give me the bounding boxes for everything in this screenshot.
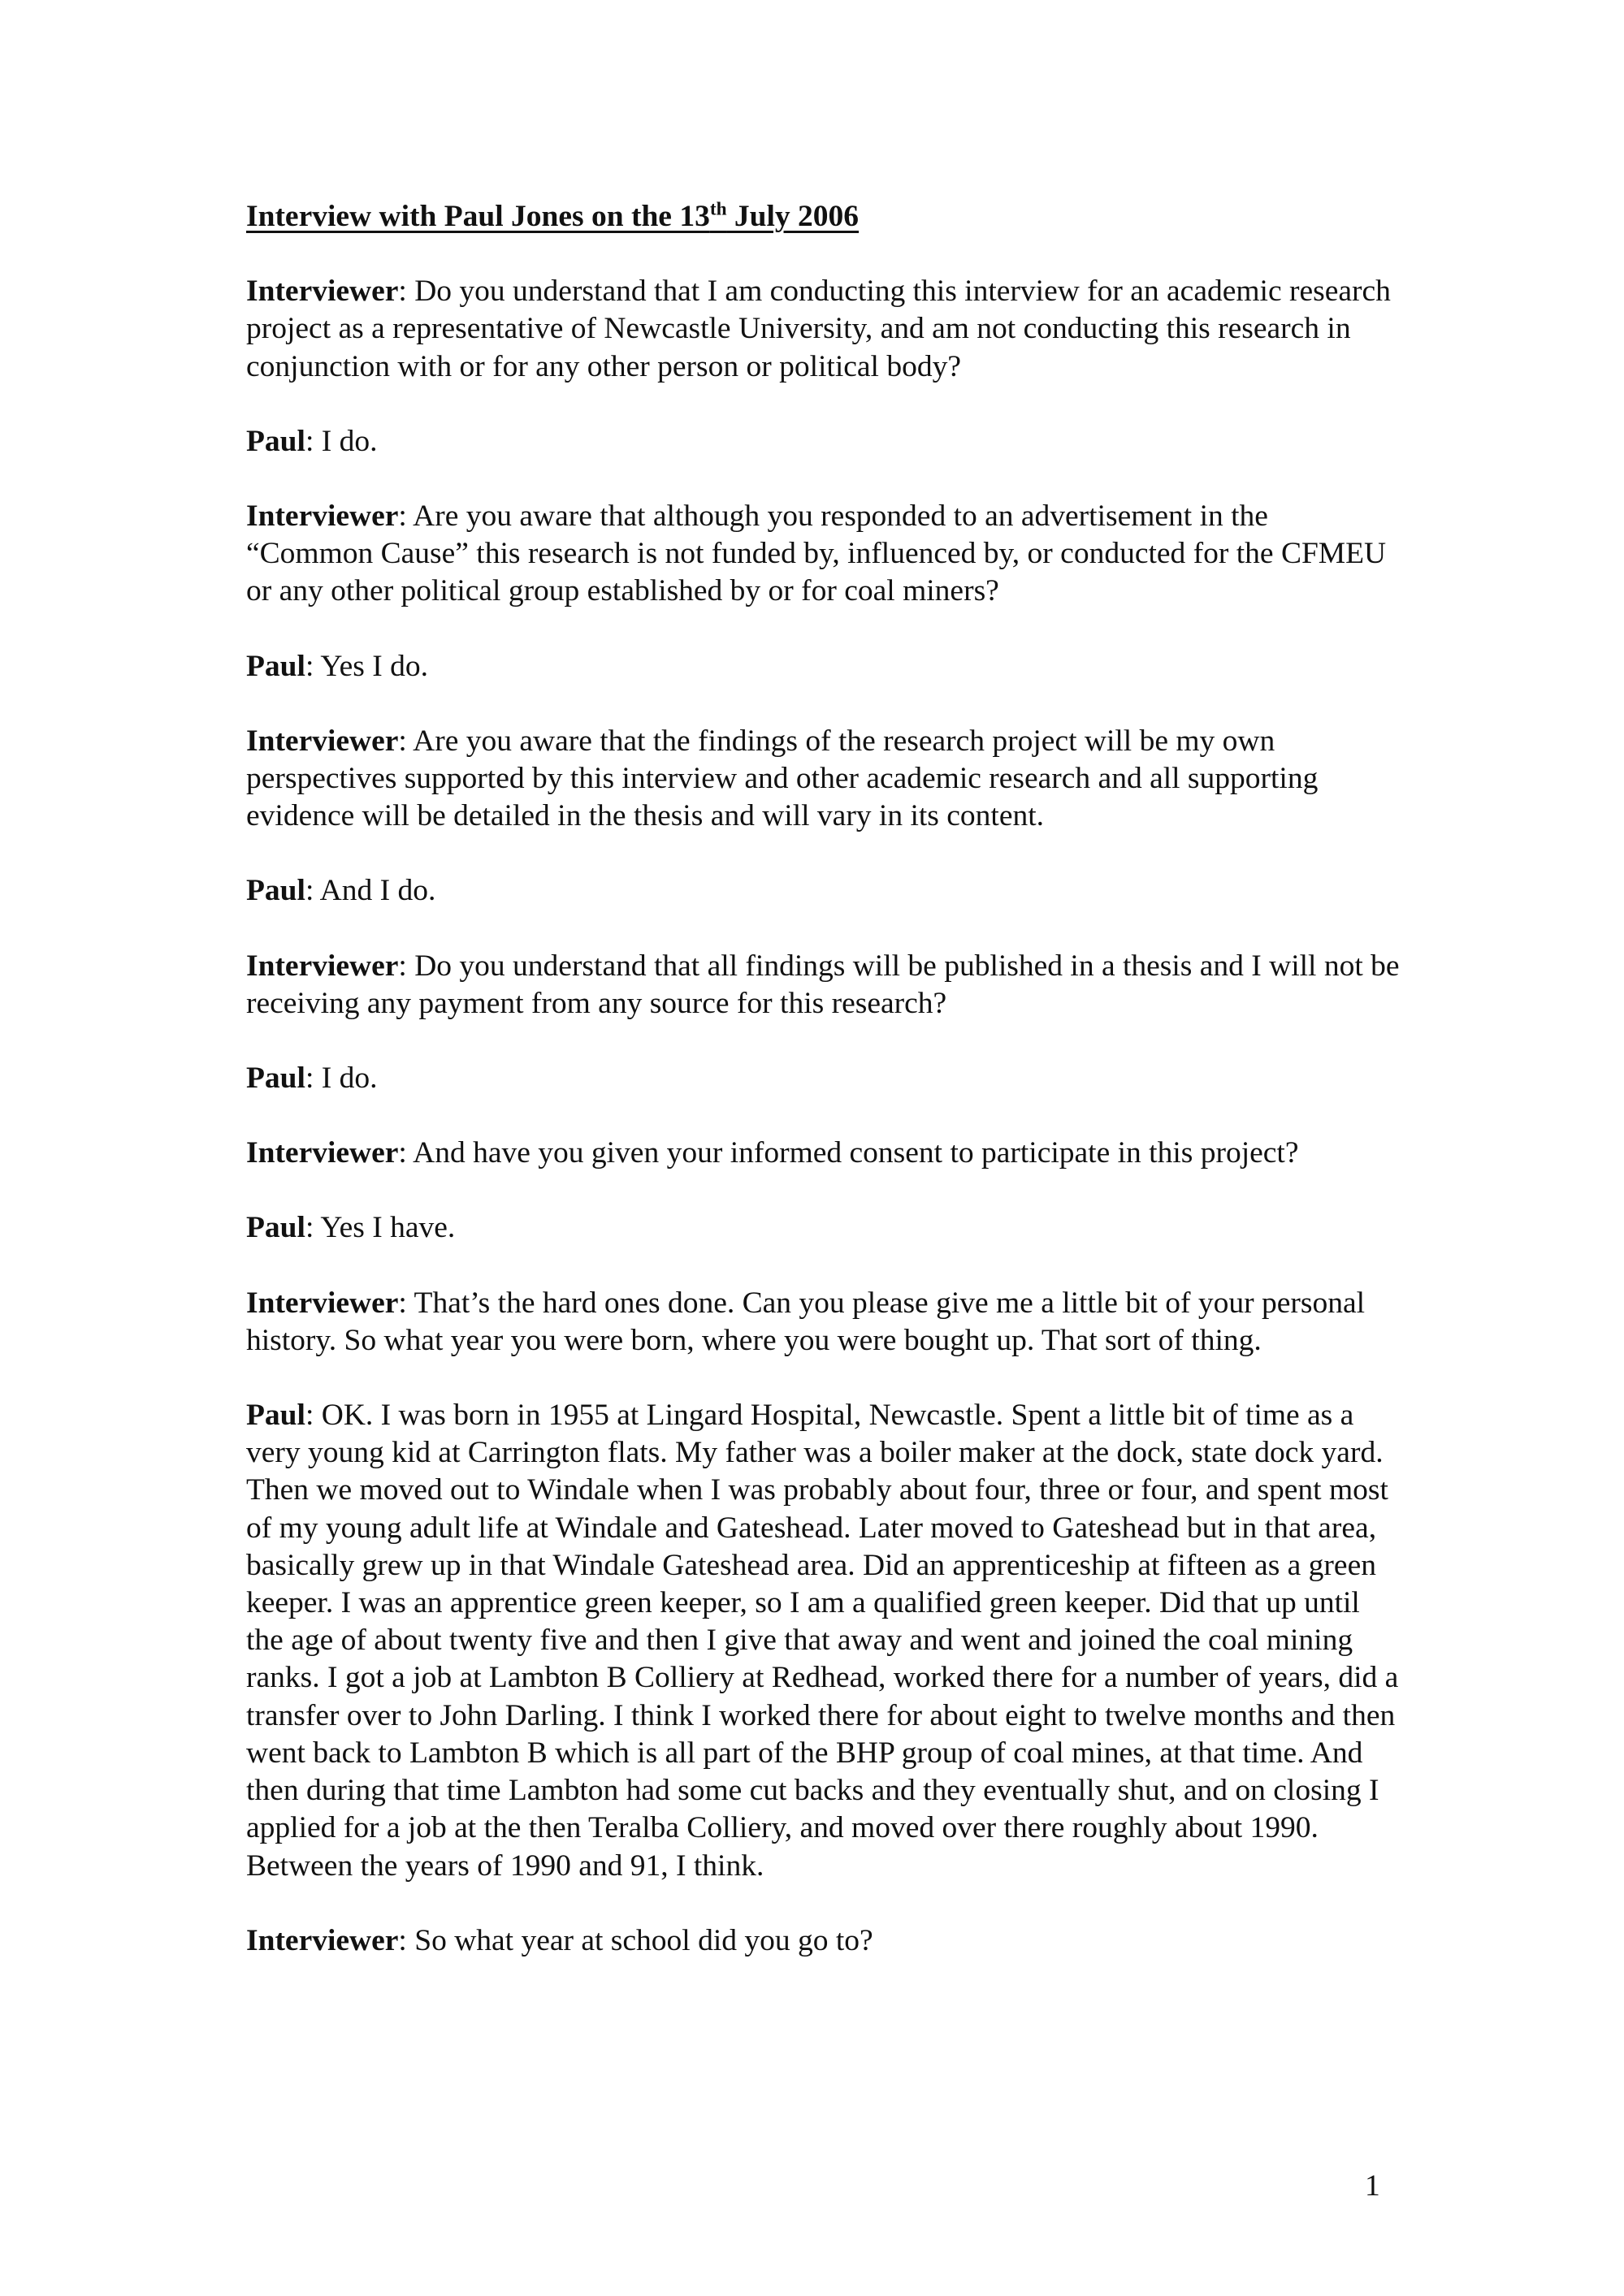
speaker-label: Interviewer [246,499,399,534]
speaker-label: Paul [246,649,305,683]
turn-text: : That’s the hard ones done. Can you please give me a little bit of your personal history. So what year you were born, where you were bought up. That sort of thing. [246,1286,1366,1357]
title-date: July 2006 [726,200,860,233]
turn-text: : OK. I was born in 1955 at Lingard Hospital, Newcastle. Spent a little bit of time as a very young kid at Carrington flats. My father was a boiler maker at the dock, state dock yard. Then we moved out to Windale when I was probably about four, three or four, and spent most of my young adult life at Windale and Gateshead. Later moved to Gateshead but in that area, basically grew up in that Windale Gateshead area. Did an apprenticeship at fifteen as a green keeper. I was an apprentice green keeper, so I am a qualified green keeper. Did that up until the age of about twenty five and then I give that away and went and joined the coal mining ranks. I got a job at Lambton B Colliery at Redhead, worked there for a number of years, did a transfer over to John Darling. I think I worked there for about eight to twelve months and then went back to Lambton B which is all part of the BHP group of coal mines, at that time. And then during that time Lambton had some cut backs and they eventually shut, and on closing I applied for a job at the then Teralba Colliery, and moved over there roughly about 1990. Between the years of 1990 and 91, I think. [246,1399,1399,1883]
speaker-label: Interviewer [246,275,399,309]
transcript-turn [246,872,1400,910]
turn-text: : And I do. [305,874,436,908]
speaker-label: Interviewer [246,724,399,758]
transcript-turn [246,273,1400,386]
page-number: 1 [1365,2169,1380,2203]
turn-text: : I do. [305,1062,378,1096]
turn-text: : Are you aware that although you responded to an advertisement in the “Common Cause” this research is not funded by, influenced by, or conducted for the CFMEU or any other political group established by or for coal miners? [246,499,1387,608]
speaker-label: Paul [246,1399,305,1433]
transcript-turn [246,1922,1400,1960]
turn-text: : Yes I do. [305,649,429,683]
transcript-turn [246,1209,1400,1247]
document-title [246,198,1400,236]
transcript-turn [246,948,1400,1023]
turn-text: : Yes I have. [305,1211,456,1245]
transcript-turn [246,723,1400,836]
speaker-label: Interviewer [246,1136,399,1170]
speaker-label: Paul [246,1062,305,1096]
speaker-label: Interviewer [246,1923,399,1957]
transcript [246,273,1400,1960]
speaker-label: Interviewer [246,949,399,983]
transcript-turn [246,1397,1400,1885]
transcript-turn [246,648,1400,685]
transcript-turn [246,423,1400,460]
turn-text: : And have you given your informed consent to participate in this project? [398,1136,1299,1170]
speaker-label: Paul [246,874,305,908]
transcript-turn [246,1285,1400,1360]
document-page [246,198,1400,1997]
transcript-turn [246,1135,1400,1172]
speaker-label: Interviewer [246,1286,399,1320]
speaker-label: Paul [246,1211,305,1245]
transcript-turn [246,1060,1400,1097]
turn-text: : I do. [305,424,378,458]
turn-text: : Are you aware that the findings of the research project will be my own perspectives supported by this interview and other academic research and all supporting evidence will be detailed in the thesis and will vary in its content. [246,724,1319,833]
title-superscript: th [709,198,727,220]
turn-text: : So what year at school did you go to? [398,1923,873,1957]
transcript-turn [246,498,1400,611]
turn-text: : Do you understand that I am conducting this interview for an academic research project as a representative of Newcastle University, and am not conducting this research in conjunction with or for any other person or political body? [246,275,1391,383]
speaker-label: Paul [246,424,305,458]
title-text: Interview with Paul Jones on the 13 [246,200,710,233]
turn-text: : Do you understand that all findings will be published in a thesis and I will not be receiving any payment from any source for this research? [246,949,1400,1020]
